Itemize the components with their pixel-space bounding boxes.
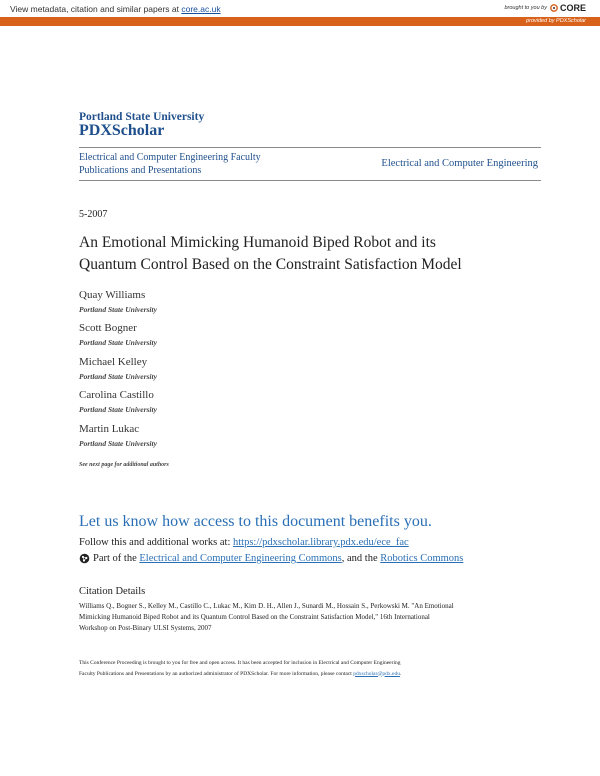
core-logo-icon [550, 4, 558, 12]
network-icon [79, 553, 90, 564]
notice-line-2-text: Faculty Publications and Presentations by an authorized administrator of PDXScholar. For more information, please contact [79, 670, 354, 677]
author-name: Carolina Castillo [79, 389, 154, 401]
provided-by-text: provided by PDXScholar [526, 18, 586, 24]
contact-email-link[interactable]: pdxscholar@pdx.edu [353, 670, 400, 677]
core-brought-by [504, 3, 586, 13]
series-line-2: Publications and Presentations [79, 165, 202, 176]
core-metadata-prefix: View metadata, citation and similar papers at [10, 4, 182, 14]
author-name: Martin Lukac [79, 423, 140, 435]
author-affiliation: Portland State University [79, 338, 157, 347]
series-link[interactable] [79, 151, 309, 177]
core-provider-bar [0, 17, 600, 26]
part-of-prefix: Part of the [93, 553, 140, 564]
citation-heading: Citation Details [79, 586, 146, 597]
divider-bottom [79, 180, 541, 181]
core-metadata-line [10, 4, 221, 14]
citation-line-2: Mimicking Humanoid Biped Robot and its Quantum Control Based on the Constraint Satisfaction Model," 16th International [79, 613, 430, 621]
author-affiliation: Portland State University [79, 305, 157, 314]
author-name: Scott Bogner [79, 322, 137, 334]
series-line-1: Electrical and Computer Engineering Faculty [79, 152, 261, 163]
follow-line [79, 537, 409, 548]
divider-top [79, 147, 541, 148]
core-link[interactable]: core.ac.uk [181, 4, 221, 14]
robotics-commons-link[interactable]: Robotics Commons [380, 553, 464, 564]
citation-line-3: Workshop on Post-Binary ULSI Systems, 2007 [79, 624, 212, 632]
brought-by-text: brought to you by [504, 5, 547, 11]
citation-line-1: Williams Q., Bogner S., Kelley M., Castillo C., Lukac M., Kim D. H., Allen J., Sunardi M., Hossain S., Perkowski M. "An Emotional [79, 602, 454, 610]
author-name: Quay Williams [79, 289, 146, 301]
notice-line-2-end: . [399, 670, 402, 677]
author-affiliation: Portland State University [79, 372, 157, 381]
title-line-1: An Emotional Mimicking Humanoid Biped Robot and its [79, 234, 436, 251]
notice-line-2 [79, 669, 529, 680]
part-of-mid: , and the [341, 553, 381, 564]
author-name: Michael Kelley [79, 356, 148, 368]
repository-name[interactable]: PDXScholar [79, 122, 165, 139]
university-name[interactable]: Portland State University [79, 111, 205, 123]
department-link[interactable]: Electrical and Computer Engineering [381, 158, 538, 169]
title-line-2: Quantum Control Based on the Constraint Satisfaction Model [79, 256, 462, 273]
citation-text [79, 601, 519, 634]
see-next-page-note: See next page for additional authors [79, 462, 169, 468]
ece-commons-link[interactable]: Electrical and Computer Engineering Commons [139, 553, 342, 564]
collection-url-link[interactable]: https://pdxscholar.library.pdx.edu/ece_fac [233, 537, 409, 548]
paper-title [79, 232, 549, 276]
follow-prefix: Follow this and additional works at: [79, 537, 233, 548]
core-logo[interactable] [550, 3, 586, 13]
core-header [0, 0, 600, 17]
part-of-line [79, 553, 463, 564]
access-feedback-link[interactable]: Let us know how access to this document benefits you. [79, 513, 432, 530]
core-logo-text: CORE [559, 3, 586, 13]
publication-date: 5-2007 [79, 209, 108, 220]
author-affiliation: Portland State University [79, 405, 157, 414]
access-notice [79, 658, 529, 679]
notice-line-1: This Conference Proceeding is brought to you for free and open access. It has been accepted for inclusion in Electrical and Computer Engineering [79, 660, 401, 666]
author-affiliation: Portland State University [79, 439, 157, 448]
